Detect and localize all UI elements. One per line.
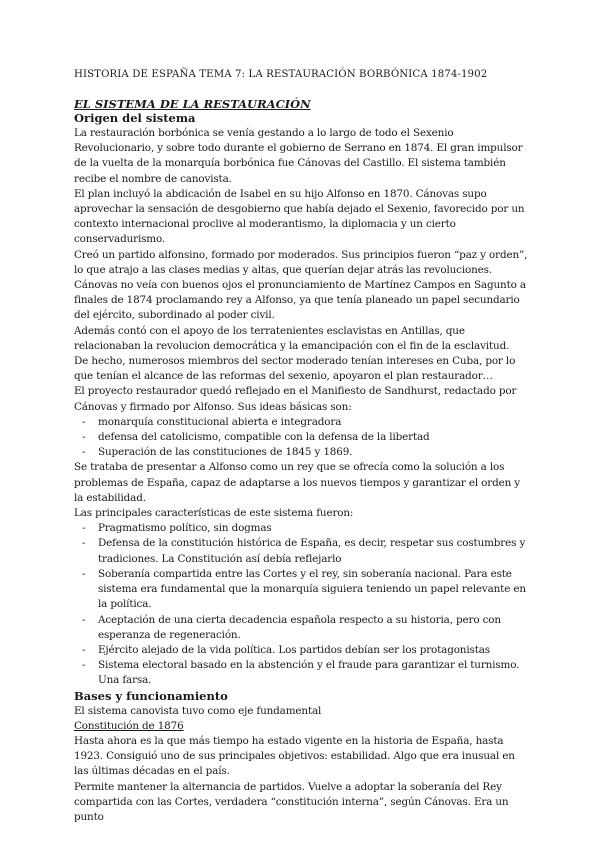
document-body [74, 68, 530, 825]
paragraph: Hasta ahora es la que más tiempo ha estado vigente en la historia de España, hasta 1923. Consiguió uno de sus principales objetivos: estabilidad. Algo que era inusual en las últimas décadas en el país. [74, 734, 515, 778]
paragraph: El plan incluyó la abdicación de Isabel en su hijo Alfonso en 1870. Cánovas supo aprovechar la sensación de desgobierno que había dejado el Sexenio, favorecido por un contexto internacional proclive al moderantismo, la diplomacia y un cierto conservadurismo. [74, 187, 525, 246]
paragraph: Cánovas no veía con buenos ojos el pronunciamiento de Martínez Campos en Sagunto a finales de 1874 proclamando rey a Alfonso, ya que tenía planeado un papel secundario del ejército, subordinado al poder civil. [74, 279, 526, 322]
heading-bases: Bases y funcionamiento [74, 688, 228, 703]
list-item: - Defensa de la constitución histórica de España, es decir, respetar sus costumbres y tradiciones. La Constitución así debía reflejarlo [74, 536, 530, 566]
list-item: - monarquía constitucional abierta e integradora [74, 415, 530, 430]
document-title: HISTORIA DE ESPAÑA TEMA 7: LA RESTAURACIÓN BORBÓNICA 1874-1902 [74, 69, 488, 80]
list-item: - defensa del catolicismo, compatible con la defensa de la libertad [74, 430, 530, 445]
list-item: - Pragmatismo político, sin dogmas [74, 521, 530, 536]
paragraph: El sistema canovista tuvo como eje fundamental [74, 704, 322, 717]
list-item: - Soberanía compartida entre las Cortes y el rey, sin soberanía nacional. Para este sistema era fundamental que la monarquía siguiera teniendo un papel relevante en la política. [74, 567, 530, 613]
heading-origen: Origen del sistema [74, 111, 196, 125]
characteristics-list [74, 521, 530, 688]
subheading-constitucion: Constitución de 1876 [74, 719, 184, 732]
list-item: - Sistema electoral basado en la abstención y el fraude para garantizar el turnismo. Una farsa. [74, 658, 530, 688]
list-item: - Aceptación de una cierta decadencia española respecto a su historia, pero con esperanza de regeneración. [74, 613, 530, 643]
list-item: - Superación de las constituciones de 1845 y 1869. [74, 445, 530, 460]
paragraph: Además contó con el apoyo de los terratenientes esclavistas en Antillas, que relacionaban la revolucion democrática y la emancipación con el fin de la esclavitud. [74, 324, 510, 352]
paragraph: Las principales características de este sistema fueron: [74, 507, 354, 520]
section-title: EL SISTEMA DE LA RESTAURACIÓN [74, 97, 311, 111]
paragraph: El proyecto restaurador quedó reflejado en el Manifiesto de Sandhurst, redactado por Cánovas y firmado por Alfonso. Sus ideas básicas son: [74, 385, 517, 413]
list-item: - Ejército alejado de la vida política. Los partidos debían ser los protagonistas [74, 643, 530, 658]
paragraph: De hecho, numerosos miembros del sector moderado tenían intereses en Cuba, por lo que tenían el alcance de las reformas del sexenio, apoyaron el plan restaurador… [74, 355, 516, 383]
paragraph: Se trataba de presentar a Alfonso como un rey que se ofrecía como la solución a los problemas de España, capaz de adaptarse a los nuevos tiempos y garantizar el orden y la estabilidad. [74, 461, 521, 504]
ideas-list [74, 415, 530, 461]
paragraph: Creó un partido alfonsino, formado por moderados. Sus principios fueron “paz y orden”, lo que atrajo a las clases medias y altas, que querían dejar atrás las revoluciones. [74, 248, 528, 276]
paragraph: La restauración borbónica se venía gestando a lo largo de todo el Sexenio Revolucionario, y sobre todo durante el gobierno de Serrano en 1874. El gran impulsor de la vuelta de la monarquía borbónica fue Cánovas del Castillo. El sistema también recibe el nombre de canovista. [74, 127, 523, 185]
paragraph: Permite mantener la alternancia de partidos. Vuelve a adoptar la soberanía del Rey compartida con las Cortes, verdadera “constitución interna”, según Cánovas. Era un punto [74, 780, 509, 823]
